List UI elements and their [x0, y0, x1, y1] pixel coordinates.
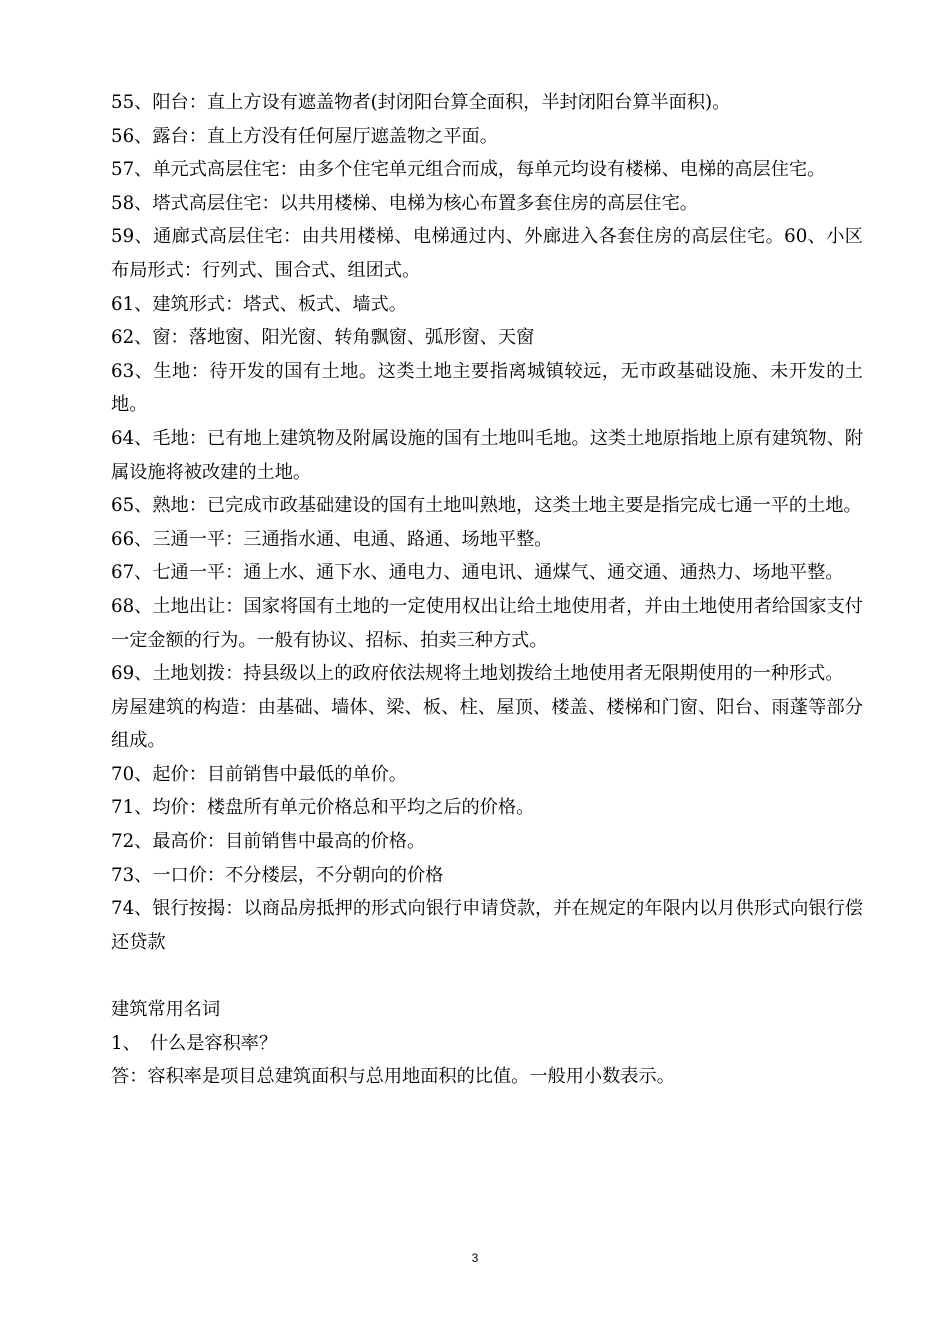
section-title: 建筑常用名词 [111, 999, 221, 1021]
paragraph-68: 68、土地出让：国家将国有土地的一定使用权出让给土地使用者，并由土地使用者给国家支付一定金额的行为。一般有协议、招标、拍卖三种方式。 [111, 595, 863, 651]
paragraph-63: 63、生地：待开发的国有土地。这类土地主要指离城镇较远，无市政基础设施、未开发的土地。 [111, 360, 863, 416]
paragraph-61: 61、建筑形式：塔式、板式、墙式。 [111, 293, 407, 315]
paragraph-67: 67、七通一平：通上水、通下水、通电力、通电讯、通煤气、通交通、通热力、场地平整。 [111, 562, 844, 584]
paragraph-71: 71、均价：楼盘所有单元价格总和平均之后的价格。 [111, 797, 535, 819]
page-number: 3 [471, 1251, 479, 1265]
paragraph-56: 56、露台：直上方没有任何屋厅遮盖物之平面。 [111, 125, 498, 147]
paragraph-building-structure: 房屋建筑的构造：由基础、墙体、梁、板、柱、屋顶、楼盖、楼梯和门窗、阳台、雨蓬等部分组成。 [111, 696, 863, 752]
paragraph-73: 73、一口价：不分楼层，不分朝向的价格 [111, 864, 444, 886]
paragraph-55: 55、阳台：直上方设有遮盖物者(封闭阳台算全面积，半封闭阳台算半面积)。 [111, 92, 731, 113]
paragraph-70: 70、起价：目前销售中最低的单价。 [111, 763, 407, 785]
paragraph-65: 65、熟地：已完成市政基础建设的国有土地叫熟地，这类土地主要是指完成七通一平的土地。 [111, 495, 862, 517]
question-1: 1、 什么是容积率？ [111, 1032, 278, 1054]
paragraph-69: 69、土地划拨：持县级以上的政府依法规将土地划拨给土地使用者无限期使用的一种形式。 [111, 663, 844, 685]
paragraph-66: 66、三通一平：三通指水通、电通、路通、场地平整。 [111, 528, 553, 550]
paragraph-64: 64、毛地：已有地上建筑物及附属设施的国有土地叫毛地。这类土地原指地上原有建筑物、附属设施将被改建的土地。 [111, 427, 863, 483]
paragraph-62: 62、窗：落地窗、阳光窗、转角飘窗、弧形窗、天窗 [111, 327, 535, 349]
paragraph-59-60: 59、通廊式高层住宅：由共用楼梯、电梯通过内、外廊进入各套住房的高层住宅。60、小区布局形式：行列式、围合式、组团式。 [111, 226, 863, 281]
document-body [111, 86, 863, 1094]
paragraph-57: 57、单元式高层住宅：由多个住宅单元组合而成，每单元均设有楼梯、电梯的高层住宅。 [111, 159, 826, 181]
answer-1: 答：容积率是项目总建筑面积与总用地面积的比值。一般用小数表示。 [111, 1066, 675, 1088]
paragraph-72: 72、最高价：目前销售中最高的价格。 [111, 831, 426, 853]
blank-line [111, 959, 863, 993]
paragraph-74: 74、银行按揭：以商品房抵押的形式向银行申请贷款，并在规定的年限内以月供形式向银行偿还贷款 [111, 898, 863, 953]
paragraph-58: 58、塔式高层住宅：以共用楼梯、电梯为核心布置多套住房的高层住宅。 [111, 192, 698, 214]
